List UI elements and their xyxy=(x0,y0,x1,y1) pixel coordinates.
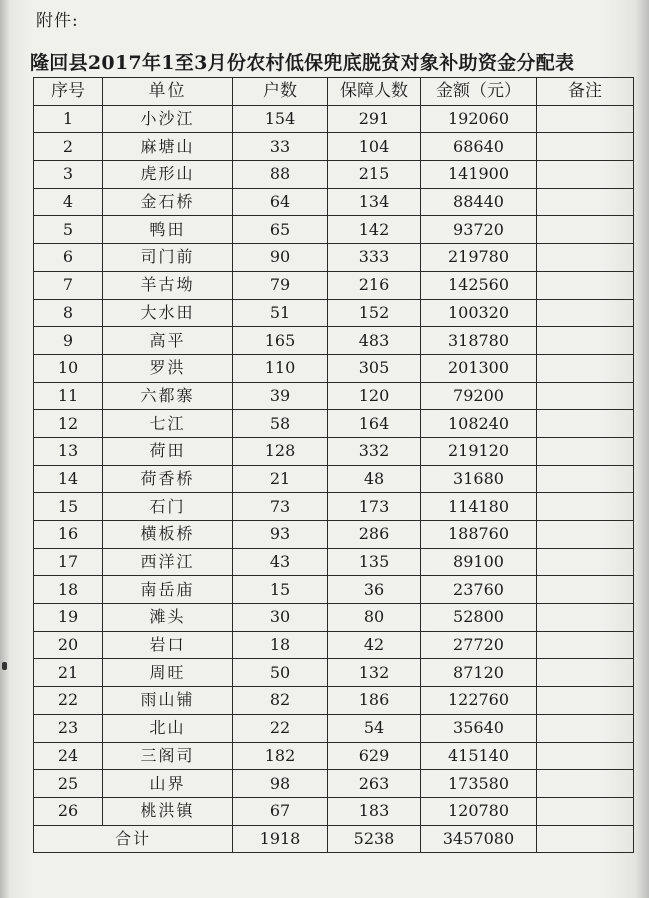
table-row xyxy=(34,271,634,299)
row-persons: 42 xyxy=(328,631,421,659)
row-note xyxy=(537,521,634,549)
row-persons: 483 xyxy=(328,327,421,355)
row-amount: 108240 xyxy=(421,410,537,438)
table-row xyxy=(34,714,634,742)
row-unit: 南岳庙 xyxy=(103,576,233,604)
row-amount: 52800 xyxy=(421,604,537,632)
row-unit: 羊古坳 xyxy=(103,271,233,299)
row-index: 18 xyxy=(34,576,103,604)
row-persons: 134 xyxy=(328,188,421,216)
row-index: 26 xyxy=(34,797,103,825)
row-households: 110 xyxy=(233,354,328,382)
total-amount: 3457080 xyxy=(421,825,537,853)
total-note xyxy=(537,825,634,853)
row-persons: 80 xyxy=(328,604,421,632)
total-label: 合计 xyxy=(34,825,233,853)
row-index: 25 xyxy=(34,770,103,798)
row-amount: 93720 xyxy=(421,216,537,244)
row-index: 11 xyxy=(34,382,103,410)
table-row xyxy=(34,327,634,355)
row-index: 21 xyxy=(34,659,103,687)
table-row xyxy=(34,604,634,632)
row-persons: 183 xyxy=(328,797,421,825)
row-amount: 79200 xyxy=(421,382,537,410)
row-households: 90 xyxy=(233,244,328,272)
row-households: 67 xyxy=(233,797,328,825)
row-households: 154 xyxy=(233,105,328,133)
row-note xyxy=(537,410,634,438)
row-note xyxy=(537,216,634,244)
row-persons: 216 xyxy=(328,271,421,299)
row-households: 165 xyxy=(233,327,328,355)
row-index: 7 xyxy=(34,271,103,299)
row-households: 39 xyxy=(233,382,328,410)
row-note xyxy=(537,327,634,355)
row-note xyxy=(537,161,634,189)
row-unit: 麻塘山 xyxy=(103,133,233,161)
row-unit: 虎形山 xyxy=(103,161,233,189)
row-index: 13 xyxy=(34,437,103,465)
table-row xyxy=(34,410,634,438)
row-note xyxy=(537,604,634,632)
row-amount: 114180 xyxy=(421,493,537,521)
row-amount: 188760 xyxy=(421,521,537,549)
header-unit: 单位 xyxy=(103,78,233,106)
row-households: 58 xyxy=(233,410,328,438)
row-unit: 岩口 xyxy=(103,631,233,659)
row-index: 12 xyxy=(34,410,103,438)
row-persons: 186 xyxy=(328,687,421,715)
row-unit: 西洋江 xyxy=(103,548,233,576)
row-index: 5 xyxy=(34,216,103,244)
row-amount: 100320 xyxy=(421,299,537,327)
row-persons: 263 xyxy=(328,770,421,798)
row-households: 21 xyxy=(233,465,328,493)
table-row xyxy=(34,354,634,382)
row-persons: 152 xyxy=(328,299,421,327)
row-amount: 415140 xyxy=(421,742,537,770)
row-unit: 荷香桥 xyxy=(103,465,233,493)
row-unit: 小沙江 xyxy=(103,105,233,133)
row-households: 79 xyxy=(233,271,328,299)
row-unit: 六都寨 xyxy=(103,382,233,410)
row-index: 3 xyxy=(34,161,103,189)
row-amount: 31680 xyxy=(421,465,537,493)
row-unit: 北山 xyxy=(103,714,233,742)
row-households: 128 xyxy=(233,437,328,465)
row-index: 14 xyxy=(34,465,103,493)
row-persons: 135 xyxy=(328,548,421,576)
table-row xyxy=(34,437,634,465)
row-amount: 27720 xyxy=(421,631,537,659)
row-amount: 318780 xyxy=(421,327,537,355)
row-index: 23 xyxy=(34,714,103,742)
table-row xyxy=(34,161,634,189)
row-amount: 201300 xyxy=(421,354,537,382)
row-note xyxy=(537,493,634,521)
header-note: 备注 xyxy=(537,78,634,106)
row-unit: 山界 xyxy=(103,770,233,798)
table-row xyxy=(34,216,634,244)
row-note xyxy=(537,548,634,576)
row-amount: 173580 xyxy=(421,770,537,798)
row-unit: 七江 xyxy=(103,410,233,438)
row-persons: 164 xyxy=(328,410,421,438)
row-households: 18 xyxy=(233,631,328,659)
row-persons: 629 xyxy=(328,742,421,770)
row-amount: 192060 xyxy=(421,105,537,133)
row-persons: 305 xyxy=(328,354,421,382)
row-note xyxy=(537,631,634,659)
row-unit: 鸭田 xyxy=(103,216,233,244)
table-row xyxy=(34,382,634,410)
row-households: 51 xyxy=(233,299,328,327)
row-amount: 141900 xyxy=(421,161,537,189)
row-households: 22 xyxy=(233,714,328,742)
row-unit: 石门 xyxy=(103,493,233,521)
row-unit: 三阁司 xyxy=(103,742,233,770)
row-amount: 219120 xyxy=(421,437,537,465)
table-row xyxy=(34,742,634,770)
row-unit: 雨山铺 xyxy=(103,687,233,715)
row-amount: 35640 xyxy=(421,714,537,742)
row-note xyxy=(537,299,634,327)
row-households: 33 xyxy=(233,133,328,161)
row-note xyxy=(537,465,634,493)
table-row xyxy=(34,548,634,576)
row-index: 1 xyxy=(34,105,103,133)
row-unit: 金石桥 xyxy=(103,188,233,216)
table-row xyxy=(34,576,634,604)
row-households: 65 xyxy=(233,216,328,244)
row-note xyxy=(537,244,634,272)
row-persons: 142 xyxy=(328,216,421,244)
row-index: 6 xyxy=(34,244,103,272)
allocation-table xyxy=(33,77,634,853)
row-unit: 横板桥 xyxy=(103,521,233,549)
row-unit: 滩头 xyxy=(103,604,233,632)
row-unit: 司门前 xyxy=(103,244,233,272)
row-unit: 周旺 xyxy=(103,659,233,687)
table-row xyxy=(34,659,634,687)
table-row xyxy=(34,797,634,825)
row-amount: 122760 xyxy=(421,687,537,715)
row-households: 93 xyxy=(233,521,328,549)
total-persons: 5238 xyxy=(328,825,421,853)
row-note xyxy=(537,271,634,299)
row-unit: 罗洪 xyxy=(103,354,233,382)
row-amount: 68640 xyxy=(421,133,537,161)
row-index: 10 xyxy=(34,354,103,382)
row-persons: 48 xyxy=(328,465,421,493)
row-persons: 36 xyxy=(328,576,421,604)
table-row xyxy=(34,521,634,549)
row-note xyxy=(537,105,634,133)
row-note xyxy=(537,797,634,825)
row-amount: 88440 xyxy=(421,188,537,216)
row-index: 9 xyxy=(34,327,103,355)
row-persons: 104 xyxy=(328,133,421,161)
row-unit: 桃洪镇 xyxy=(103,797,233,825)
paper-mark xyxy=(2,662,7,670)
table-row xyxy=(34,244,634,272)
total-households: 1918 xyxy=(233,825,328,853)
row-persons: 132 xyxy=(328,659,421,687)
row-households: 182 xyxy=(233,742,328,770)
row-index: 17 xyxy=(34,548,103,576)
row-unit: 大水田 xyxy=(103,299,233,327)
table-row xyxy=(34,133,634,161)
row-index: 20 xyxy=(34,631,103,659)
header-persons: 保障人数 xyxy=(328,78,421,106)
row-index: 2 xyxy=(34,133,103,161)
row-amount: 23760 xyxy=(421,576,537,604)
row-amount: 142560 xyxy=(421,271,537,299)
total-row xyxy=(34,825,634,853)
table-row xyxy=(34,105,634,133)
row-index: 16 xyxy=(34,521,103,549)
row-note xyxy=(537,687,634,715)
row-amount: 120780 xyxy=(421,797,537,825)
row-amount: 219780 xyxy=(421,244,537,272)
row-persons: 173 xyxy=(328,493,421,521)
row-households: 98 xyxy=(233,770,328,798)
row-households: 88 xyxy=(233,161,328,189)
row-unit: 高平 xyxy=(103,327,233,355)
row-amount: 87120 xyxy=(421,659,537,687)
row-households: 64 xyxy=(233,188,328,216)
header-index: 序号 xyxy=(34,78,103,106)
table-body xyxy=(34,105,634,825)
row-households: 15 xyxy=(233,576,328,604)
row-households: 43 xyxy=(233,548,328,576)
row-note xyxy=(537,133,634,161)
table-row xyxy=(34,493,634,521)
table-row xyxy=(34,188,634,216)
table-row xyxy=(34,299,634,327)
row-note xyxy=(537,382,634,410)
table-row xyxy=(34,465,634,493)
row-index: 8 xyxy=(34,299,103,327)
row-index: 15 xyxy=(34,493,103,521)
row-index: 24 xyxy=(34,742,103,770)
table-header-row xyxy=(34,78,634,106)
row-persons: 54 xyxy=(328,714,421,742)
row-note xyxy=(537,714,634,742)
row-persons: 286 xyxy=(328,521,421,549)
row-note xyxy=(537,770,634,798)
row-households: 82 xyxy=(233,687,328,715)
header-households: 户数 xyxy=(233,78,328,106)
row-note xyxy=(537,659,634,687)
row-index: 4 xyxy=(34,188,103,216)
row-persons: 332 xyxy=(328,437,421,465)
row-persons: 333 xyxy=(328,244,421,272)
row-note xyxy=(537,188,634,216)
row-index: 19 xyxy=(34,604,103,632)
row-households: 30 xyxy=(233,604,328,632)
document-title: 隆回县2017年1至3月份农村低保兜底脱贫对象补助资金分配表 xyxy=(30,52,575,74)
row-note xyxy=(537,742,634,770)
attachment-label: 附件: xyxy=(36,11,79,31)
row-households: 73 xyxy=(233,493,328,521)
row-note xyxy=(537,437,634,465)
row-households: 50 xyxy=(233,659,328,687)
header-amount: 金额（元） xyxy=(421,78,537,106)
row-unit: 荷田 xyxy=(103,437,233,465)
table-row xyxy=(34,687,634,715)
table-row xyxy=(34,770,634,798)
row-index: 22 xyxy=(34,687,103,715)
row-note xyxy=(537,576,634,604)
table-row xyxy=(34,631,634,659)
row-amount: 89100 xyxy=(421,548,537,576)
row-note xyxy=(537,354,634,382)
row-persons: 120 xyxy=(328,382,421,410)
row-persons: 291 xyxy=(328,105,421,133)
row-persons: 215 xyxy=(328,161,421,189)
